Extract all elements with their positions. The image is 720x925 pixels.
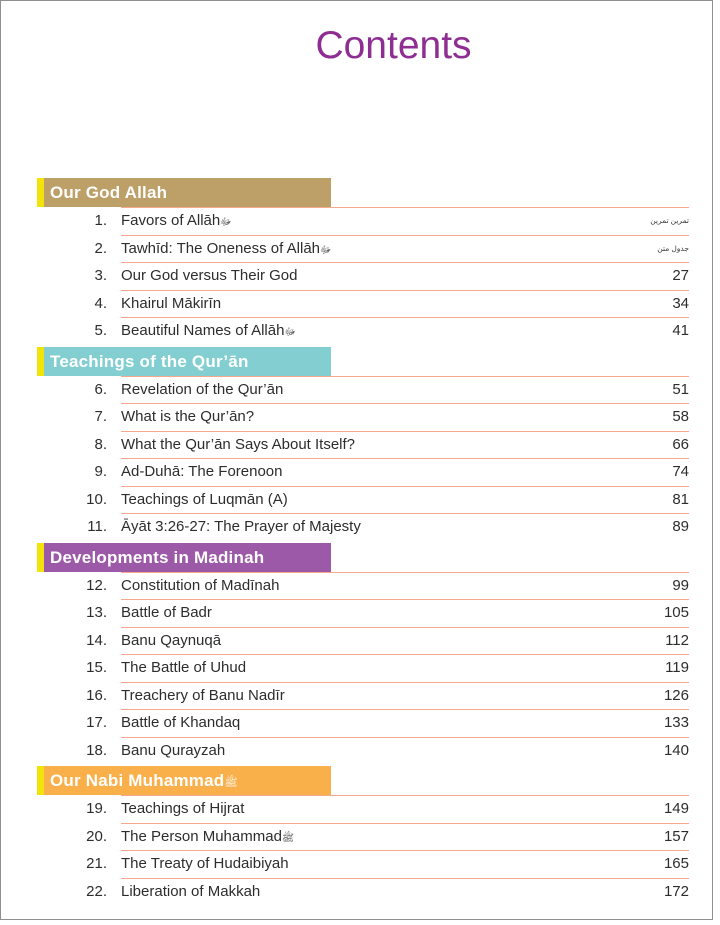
row-title: Favors of Allāhﷻ bbox=[121, 212, 232, 229]
toc-row bbox=[1, 317, 712, 345]
row-page-number: 81 bbox=[672, 490, 689, 508]
row-title: The Battle of Uhud bbox=[121, 659, 247, 676]
row-title: The Treaty of Hudaibiyah bbox=[121, 855, 289, 872]
row-title: Treachery of Banu Nadīr bbox=[121, 686, 285, 704]
toc-row bbox=[1, 682, 712, 710]
row-number: 15. bbox=[86, 659, 107, 676]
row-title: Banu Qaynuqā bbox=[121, 631, 222, 649]
row-title: Battle of Badr bbox=[121, 604, 212, 621]
row-title: Banu Qurayzah bbox=[121, 741, 226, 759]
toc-row bbox=[1, 262, 712, 290]
row-number: 13. bbox=[86, 604, 107, 621]
toc-row bbox=[1, 850, 712, 878]
toc-row bbox=[1, 235, 712, 263]
row-number: 7. bbox=[94, 408, 107, 425]
honorific-icon: ﷻ bbox=[320, 244, 332, 256]
toc-row bbox=[1, 207, 712, 235]
row-page-number: 126 bbox=[663, 686, 689, 704]
row-page-number: 34 bbox=[672, 294, 689, 312]
toc-row bbox=[1, 486, 712, 514]
row-number: 16. bbox=[86, 686, 107, 704]
toc-row bbox=[1, 376, 712, 404]
row-page-number: 140 bbox=[663, 741, 689, 759]
section-header bbox=[37, 543, 331, 572]
page-title: Contents bbox=[315, 24, 472, 67]
toc-row bbox=[1, 290, 712, 318]
row-title: Our God versus Their God bbox=[121, 267, 298, 284]
row-number: 6. bbox=[94, 380, 107, 398]
row-arabic-mark: جدول متن bbox=[657, 243, 689, 253]
row-number: 19. bbox=[86, 800, 107, 817]
row-page-number: 99 bbox=[672, 576, 689, 594]
row-number: 17. bbox=[86, 714, 107, 731]
honorific-icon: ﷻ bbox=[220, 217, 232, 228]
toc-row bbox=[1, 513, 712, 541]
section-header bbox=[37, 178, 331, 207]
section-accent-bar bbox=[37, 178, 44, 207]
row-page-number: 165 bbox=[663, 855, 689, 872]
toc-row bbox=[1, 737, 712, 765]
row-title: Constitution of Madīnah bbox=[121, 576, 280, 594]
toc-row bbox=[1, 795, 712, 823]
row-page-number: 51 bbox=[672, 380, 689, 398]
row-title: Teachings of Hijrat bbox=[121, 800, 245, 817]
row-title: Teachings of Luqmān (A) bbox=[121, 490, 288, 508]
row-page-number: 119 bbox=[665, 659, 689, 676]
row-title: Beautiful Names of Allāhﷻ bbox=[121, 322, 296, 339]
toc-row bbox=[1, 431, 712, 459]
row-number: 5. bbox=[94, 322, 107, 339]
row-page-number: 41 bbox=[672, 322, 689, 339]
row-page-number: 157 bbox=[663, 827, 689, 845]
row-number: 2. bbox=[94, 239, 107, 257]
section-accent-bar bbox=[37, 543, 44, 572]
row-number: 4. bbox=[94, 294, 107, 312]
row-number: 18. bbox=[86, 741, 107, 759]
section-header bbox=[37, 766, 331, 795]
row-page-number: 105 bbox=[663, 604, 689, 621]
toc-row bbox=[1, 403, 712, 431]
toc-row bbox=[1, 599, 712, 627]
row-number: 14. bbox=[86, 631, 107, 649]
row-title: The Person Muhammadﷺ bbox=[121, 827, 294, 845]
section-label: Our Nabi Muhammadﷺ bbox=[44, 766, 331, 795]
row-number: 10. bbox=[86, 490, 107, 508]
row-title: Āyāt 3:26-27: The Prayer of Majesty bbox=[121, 518, 361, 535]
row-page-number: 112 bbox=[665, 631, 689, 649]
honorific-icon: ﷻ bbox=[284, 327, 296, 338]
section-label: Our God Allah bbox=[44, 178, 331, 207]
row-number: 12. bbox=[86, 576, 107, 594]
toc-row bbox=[1, 458, 712, 486]
honorific-icon: ﷺ bbox=[281, 832, 294, 844]
section-accent-bar bbox=[37, 766, 44, 795]
row-page-number: 58 bbox=[672, 408, 689, 425]
toc-row bbox=[1, 627, 712, 655]
row-number: 20. bbox=[86, 827, 107, 845]
row-page-number: 74 bbox=[672, 463, 689, 480]
section-accent-bar bbox=[37, 347, 44, 376]
toc-row bbox=[1, 878, 712, 906]
toc-row bbox=[1, 572, 712, 600]
toc-row bbox=[1, 823, 712, 851]
toc bbox=[1, 178, 712, 905]
row-page-number: 89 bbox=[672, 518, 689, 535]
row-title: Battle of Khandaq bbox=[121, 714, 241, 731]
row-title: Khairul Mākirīn bbox=[121, 294, 222, 312]
row-title: Revelation of the Qur’ān bbox=[121, 380, 284, 398]
row-arabic-mark: تمرين تمرين bbox=[650, 216, 689, 225]
row-title: What the Qur’ān Says About Itself? bbox=[121, 435, 356, 453]
row-page-number: 149 bbox=[663, 800, 689, 817]
row-number: 11. bbox=[87, 518, 107, 535]
row-title: Tawhīd: The Oneness of Allāhﷻ bbox=[121, 239, 332, 257]
row-title: What is the Qur’ān? bbox=[121, 408, 255, 425]
row-number: 8. bbox=[94, 435, 107, 453]
section-header bbox=[37, 347, 331, 376]
toc-row bbox=[1, 654, 712, 682]
row-number: 21. bbox=[86, 855, 107, 872]
honorific-icon: ﷺ bbox=[224, 777, 238, 789]
row-number: 1. bbox=[94, 212, 107, 229]
toc-row bbox=[1, 709, 712, 737]
row-number: 3. bbox=[94, 267, 107, 284]
row-page-number: 27 bbox=[672, 267, 689, 284]
row-title: Ad-Duhā: The Forenoon bbox=[121, 463, 283, 480]
section-label: Teachings of the Qur’ān bbox=[44, 347, 331, 376]
row-number: 22. bbox=[86, 882, 107, 900]
row-page-number: 66 bbox=[672, 435, 689, 453]
row-title: Liberation of Makkah bbox=[121, 882, 261, 900]
row-page-number: 172 bbox=[663, 882, 689, 900]
row-number: 9. bbox=[94, 463, 107, 480]
section-label: Developments in Madinah bbox=[44, 543, 331, 572]
row-page-number: 133 bbox=[663, 714, 689, 731]
